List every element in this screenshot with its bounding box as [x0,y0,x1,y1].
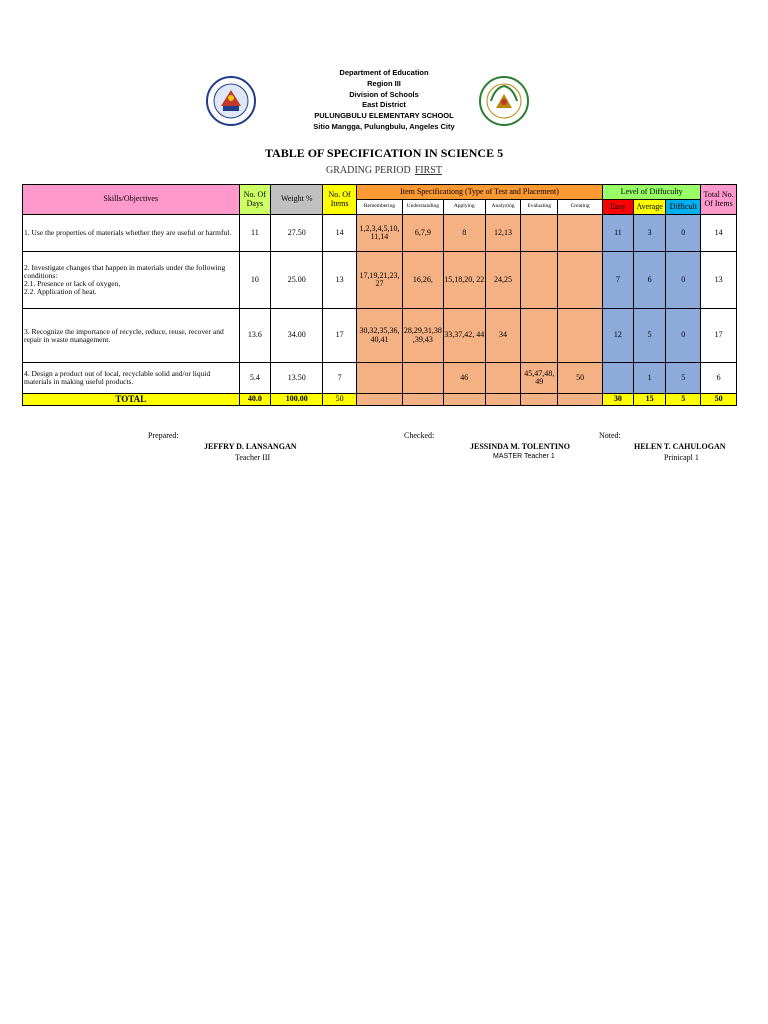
days-cell: 13.6 [239,309,271,363]
header-average: Average [633,200,666,215]
total-items: 50 [323,394,357,406]
header-evaluating: Evaluating [521,200,558,215]
total-spec-cell [558,394,603,406]
analyzing-cell: 34 [485,309,521,363]
header-line: Sitio Mangga, Pulungbulu, Angeles City [313,121,455,131]
analyzing-cell [485,363,521,394]
checked-label: Checked: [404,431,435,440]
creating-cell [558,252,603,309]
prepared-title: Teacher III [235,453,271,462]
items-cell: 7 [323,363,357,394]
easy-cell: 11 [603,215,634,252]
evaluating-cell [521,252,558,309]
average-cell: 5 [633,309,666,363]
total-difficult: 5 [666,394,701,406]
difficult-cell: 0 [666,309,701,363]
average-cell: 1 [633,363,666,394]
evaluating-cell [521,309,558,363]
school-header [0,68,768,133]
items-cell: 13 [323,252,357,309]
header-days: No. Of Days [239,185,271,215]
header-weight: Weight % [271,185,323,215]
header-line: Department of Education [339,68,429,77]
header-skills: Skills/Objectives [23,185,240,215]
understanding-cell [402,363,443,394]
header-remembering: Remembering [356,200,402,215]
remembering-cell: 17,19,21,23, 27 [356,252,402,309]
difficult-cell: 0 [666,252,701,309]
weight-cell: 34.00 [271,309,323,363]
average-cell: 3 [633,215,666,252]
total-weight: 100.00 [271,394,323,406]
header-total: Total No. Of Items [701,185,737,215]
header-applying: Applying [443,200,485,215]
analyzing-cell: 12,13 [485,215,521,252]
understanding-cell: 28,29,31,38 ,39,43 [402,309,443,363]
easy-cell: 12 [603,309,634,363]
header-items: No. Of Items [323,185,357,215]
checked-title: MASTER Teacher 1 [493,453,555,460]
total-spec-cell [521,394,558,406]
total-cell: 14 [701,215,737,252]
prepared-label: Prepared: [148,431,179,440]
days-cell: 11 [239,215,271,252]
total-spec-cell [402,394,443,406]
evaluating-cell: 45,47,48, 49 [521,363,558,394]
creating-cell: 50 [558,363,603,394]
header-line: Division of Schools [349,89,419,99]
applying-cell: 8 [443,215,485,252]
header-line: East District [362,100,406,110]
total-items-count: 50 [701,394,737,406]
weight-cell: 13.50 [271,363,323,394]
total-spec-cell [443,394,485,406]
days-cell: 10 [239,252,271,309]
header-level: Level of Diffuculty [603,185,701,200]
grading-period [0,165,768,176]
header-creating: Creating [558,200,603,215]
weight-cell: 25.00 [271,252,323,309]
noted-title: Prinicapl 1 [664,453,699,462]
skill-cell: 3. Recognize the importance of recycle, reduce, reuse, recover and repair in waste management. [23,309,240,363]
total-row [23,394,737,406]
creating-cell [558,215,603,252]
total-label: TOTAL [23,394,240,406]
difficult-cell: 0 [666,215,701,252]
checked-name: JESSINDA M. TOLENTINO [470,442,570,451]
applying-cell: 33,37,42, 44 [443,309,485,363]
easy-cell [603,363,634,394]
total-spec-cell [356,394,402,406]
understanding-cell: 6,7,9 [402,215,443,252]
remembering-cell [356,363,402,394]
prepared-name: JEFFRY D. LANSANGAN [204,442,297,451]
remembering-cell: 1,2,3,4,5,10, 11,14 [356,215,402,252]
noted-name: HELEN T. CAHULOGAN [634,442,726,451]
header-line: Region III [367,78,401,88]
total-cell: 6 [701,363,737,394]
skill-cell: 1. Use the properties of materials whether they are useful or harmful. [23,215,240,252]
skill-cell: 2. Investigate changes that happen in materials under the following conditions: 2.1. Presence or lack of oxygen, 2.2. Application of heat. [23,252,240,309]
applying-cell: 46 [443,363,485,394]
applying-cell: 15,18,20, 22 [443,252,485,309]
understanding-cell: 16,26, [402,252,443,309]
table-row [23,252,737,309]
grading-period-value: FIRST [414,165,442,176]
grading-period-label: GRADING PERIOD [326,165,411,176]
header-easy: Easy [603,200,634,215]
evaluating-cell [521,215,558,252]
difficult-cell: 5 [666,363,701,394]
header-difficult: Difficult [666,200,701,215]
items-cell: 14 [323,215,357,252]
noted-label: Noted: [599,431,621,440]
table-row [23,363,737,394]
total-average: 15 [633,394,666,406]
days-cell: 5.4 [239,363,271,394]
items-cell: 17 [323,309,357,363]
total-spec-cell [485,394,521,406]
average-cell: 6 [633,252,666,309]
header-analyzing: Analyzing [485,200,521,215]
total-easy: 30 [603,394,634,406]
table-row [23,215,737,252]
creating-cell [558,309,603,363]
total-days: 40.0 [239,394,271,406]
analyzing-cell: 24,25 [485,252,521,309]
easy-cell: 7 [603,252,634,309]
header-spec: Item Specificationg (Type of Test and Placement) [356,185,602,200]
page-title: TABLE OF SPECIFICATION IN SCIENCE 5 [264,146,504,160]
specification-table [22,184,737,406]
table-row [23,309,737,363]
remembering-cell: 30,32,35,36, 40,41 [356,309,402,363]
header-understanding: Understanding [402,200,443,215]
total-cell: 13 [701,252,737,309]
total-cell: 17 [701,309,737,363]
skill-cell: 4. Design a product out of local, recyclable solid and/or liquid materials in making useful products. [23,363,240,394]
header-line: PULUNGBULU ELEMENTARY SCHOOL [314,111,454,121]
weight-cell: 27.50 [271,215,323,252]
